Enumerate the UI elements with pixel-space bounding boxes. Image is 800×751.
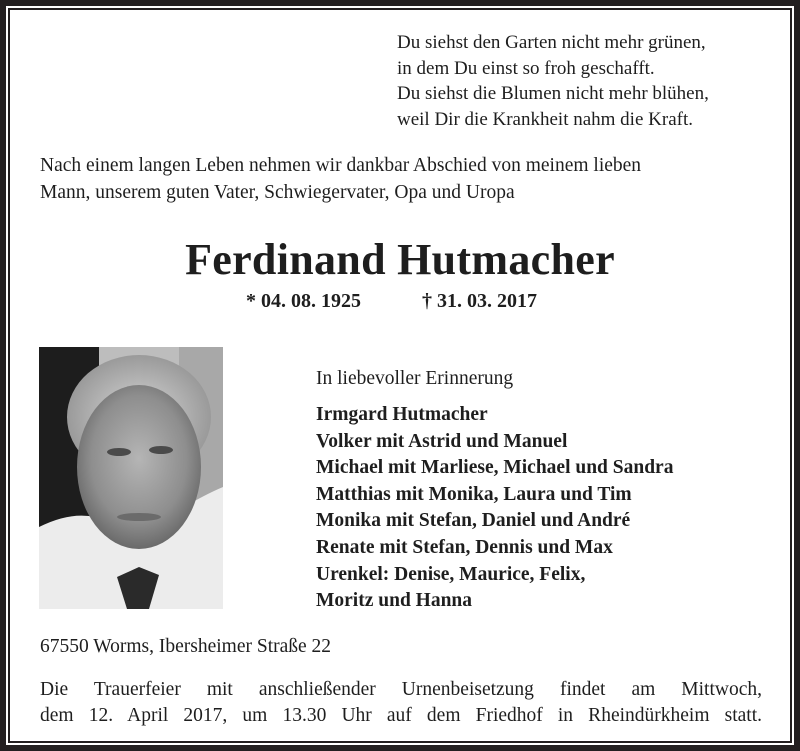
address: 67550 Worms, Ibersheimer Straße 22 bbox=[40, 636, 332, 657]
intro-text bbox=[40, 152, 770, 206]
mourner: Renate mit Stefan, Dennis und Max bbox=[316, 536, 613, 558]
mourner: Urenkel: Denise, Maurice, Felix, bbox=[316, 563, 586, 585]
poem-line: in dem Du einst so froh geschafft. bbox=[397, 57, 655, 79]
mourners-list bbox=[316, 402, 673, 615]
mourner: Matthias mit Monika, Laura und Tim bbox=[316, 483, 632, 505]
memory-label: In liebevoller Erinnerung bbox=[316, 368, 514, 389]
service-line: Die Trauerfeier mit anschließender Urnenbeisetzung findet am Mittwoch, bbox=[40, 679, 762, 700]
mourner: Volker mit Astrid und Manuel bbox=[316, 430, 568, 452]
birth-date: * 04. 08. 1925 bbox=[246, 290, 361, 312]
intro-line: Mann, unserem guten Vater, Schwiegervater, Opa und Uropa bbox=[40, 182, 515, 203]
poem-line: Du siehst den Garten nicht mehr grünen, bbox=[397, 32, 706, 53]
poem-line: weil Dir die Krankheit nahm die Kraft. bbox=[397, 108, 693, 130]
service-info bbox=[40, 677, 762, 729]
death-date: † 31. 03. 2017 bbox=[422, 290, 537, 312]
intro-line: Nach einem langen Leben nehmen wir dankbar Abschied von meinem lieben bbox=[40, 155, 642, 176]
mourner: Moritz und Hanna bbox=[316, 590, 473, 612]
mourner: Irmgard Hutmacher bbox=[316, 404, 488, 425]
portrait-photo bbox=[39, 347, 223, 609]
mourner: Monika mit Stefan, Daniel und André bbox=[316, 510, 631, 532]
poem bbox=[397, 30, 709, 132]
service-line: dem 12. April 2017, um 13.30 Uhr auf dem Friedhof in Rheindürkheim statt. bbox=[40, 705, 762, 726]
poem-line: Du siehst die Blumen nicht mehr blühen, bbox=[397, 83, 709, 104]
mourner: Michael mit Marliese, Michael und Sandra bbox=[316, 457, 674, 479]
deceased-name: Ferdinand Hutmacher bbox=[185, 235, 615, 284]
